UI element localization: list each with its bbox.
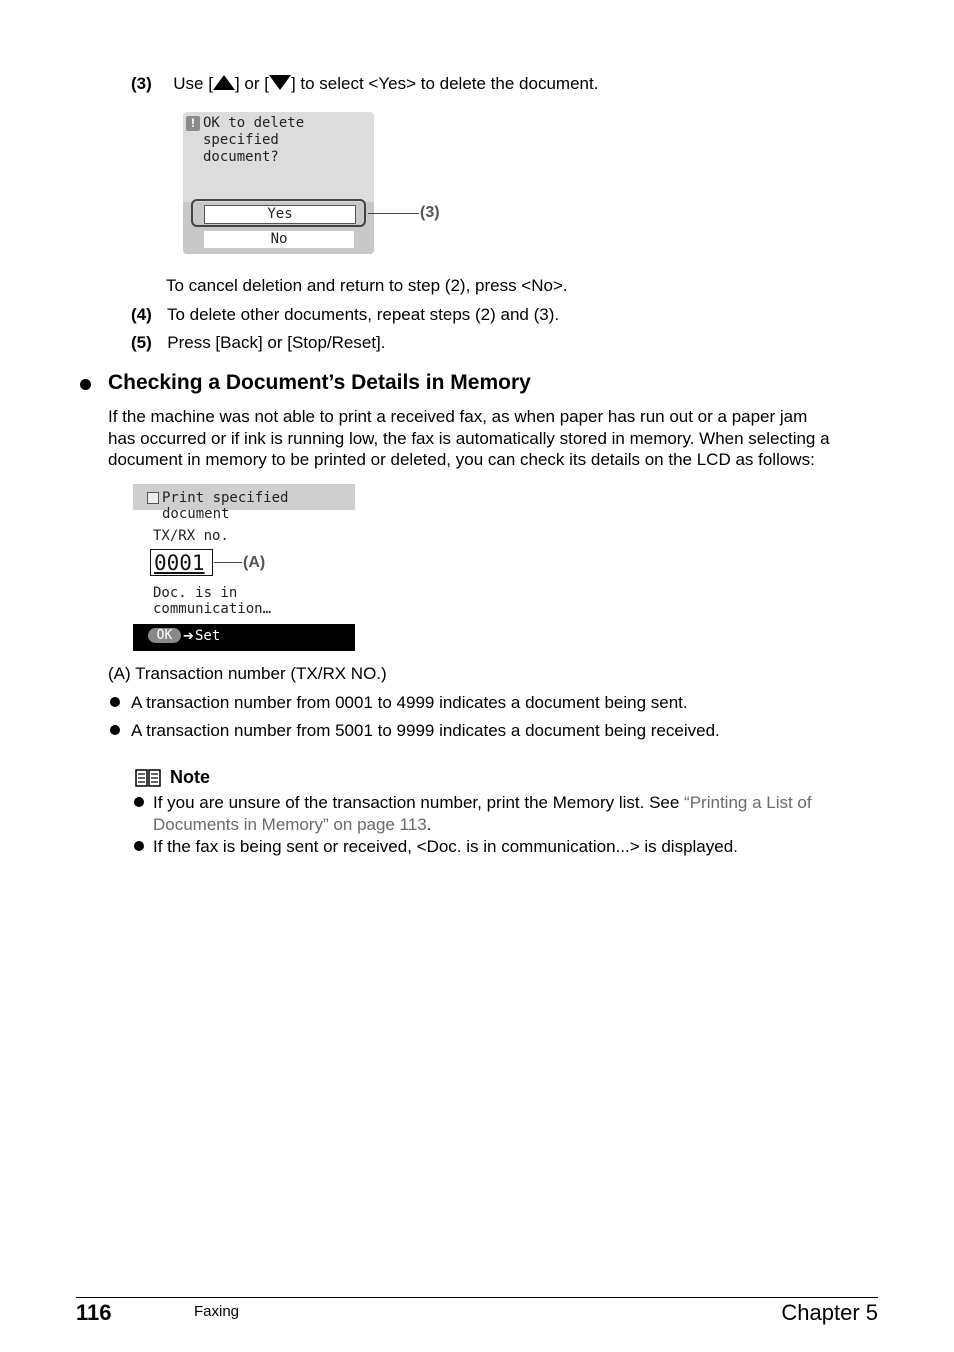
set-label: Set — [195, 628, 221, 644]
step-number: (5) — [131, 333, 152, 352]
down-arrow-icon — [269, 75, 291, 90]
note-bullet-icon — [134, 797, 144, 807]
step-text: Press [Back] or [Stop/Reset]. — [167, 333, 386, 352]
footer-rule — [76, 1297, 878, 1298]
note-title: Note — [170, 767, 210, 787]
step-3 — [131, 73, 598, 94]
lcd-status: Doc. is in communication… — [153, 585, 272, 617]
step-4 — [131, 304, 559, 325]
paragraph-line: document in memory to be printed or deleted, you can check its details on the LCD as follows: — [108, 450, 815, 469]
callout-label: (A) — [243, 554, 266, 571]
step-text-mid: ] or [ — [234, 74, 269, 93]
lcd-title: Print specified document — [162, 490, 289, 522]
callout-label: (3) — [420, 204, 440, 221]
lcd-footer-bar — [133, 624, 355, 651]
lcd-delete-confirm — [183, 112, 374, 254]
paragraph-line: has occurred or if ink is running low, the fax is automatically stored in memory. When selecting a — [108, 428, 830, 448]
arrow-right-icon: ➔ — [183, 628, 194, 643]
note-item-1-line-2 — [153, 814, 431, 835]
lcd-message-line-2: document? — [203, 149, 279, 165]
step-5 — [131, 332, 386, 353]
bullet-item: A transaction number from 0001 to 4999 indicates a document being sent. — [131, 693, 688, 712]
bullet-icon — [110, 697, 120, 707]
memory-list-link[interactable]: Documents in Memory” on page 113 — [153, 815, 427, 834]
footer-chapter: Chapter 5 — [781, 1300, 878, 1325]
step-text-pre: Use [ — [173, 74, 213, 93]
field-value: 0001 — [154, 551, 205, 575]
bullet-item: A transaction number from 5001 to 9999 indicates a document being received. — [131, 721, 720, 740]
legend: (A) Transaction number (TX/RX NO.) — [108, 664, 387, 683]
option-yes[interactable]: Yes — [204, 205, 356, 224]
step-text: To delete other documents, repeat steps (2) and (3). — [166, 305, 560, 324]
bullet-icon — [110, 725, 120, 735]
heading-bullet-icon — [80, 379, 91, 390]
printer-icon — [147, 492, 159, 504]
note-item-1-line-1 — [153, 792, 812, 813]
ok-key: OK — [148, 628, 181, 643]
footer-section: Faxing — [194, 1303, 240, 1320]
lcd-message-line-1: OK to delete specified — [203, 115, 305, 148]
note-bullet-icon — [134, 841, 144, 851]
section-heading: Checking a Document’s Details in Memory — [108, 371, 531, 394]
memory-list-link[interactable]: “Printing a List of — [684, 793, 812, 812]
field-label: TX/RX no. — [153, 528, 229, 544]
step-text-post: ] to select <Yes> to delete the document. — [290, 74, 599, 93]
callout-line — [214, 562, 242, 563]
paragraph-line: If the machine was not able to print a received fax, as when paper has run out or a paper jam — [108, 407, 808, 426]
page-number: 116 — [76, 1300, 112, 1325]
callout-line — [368, 213, 419, 214]
step-number: (3) — [131, 74, 152, 93]
cancel-note: To cancel deletion and return to step (2), press <No>. — [166, 276, 568, 295]
book-icon — [135, 769, 161, 787]
warning-icon: ! — [186, 116, 200, 131]
option-no[interactable]: No — [204, 231, 354, 248]
tx-rx-number-field[interactable] — [150, 549, 213, 576]
note-item-text: If you are unsure of the transaction number, print the Memory list. See — [153, 793, 685, 812]
section-paragraph — [108, 406, 883, 471]
up-arrow-icon — [213, 75, 235, 90]
lcd-message — [203, 115, 374, 166]
note-item-text: . — [426, 815, 432, 834]
note-item-2: If the fax is being sent or received, <Doc. is in communication...> is displayed. — [153, 837, 738, 856]
step-number: (4) — [131, 305, 152, 324]
lcd-title-bar — [133, 484, 355, 522]
